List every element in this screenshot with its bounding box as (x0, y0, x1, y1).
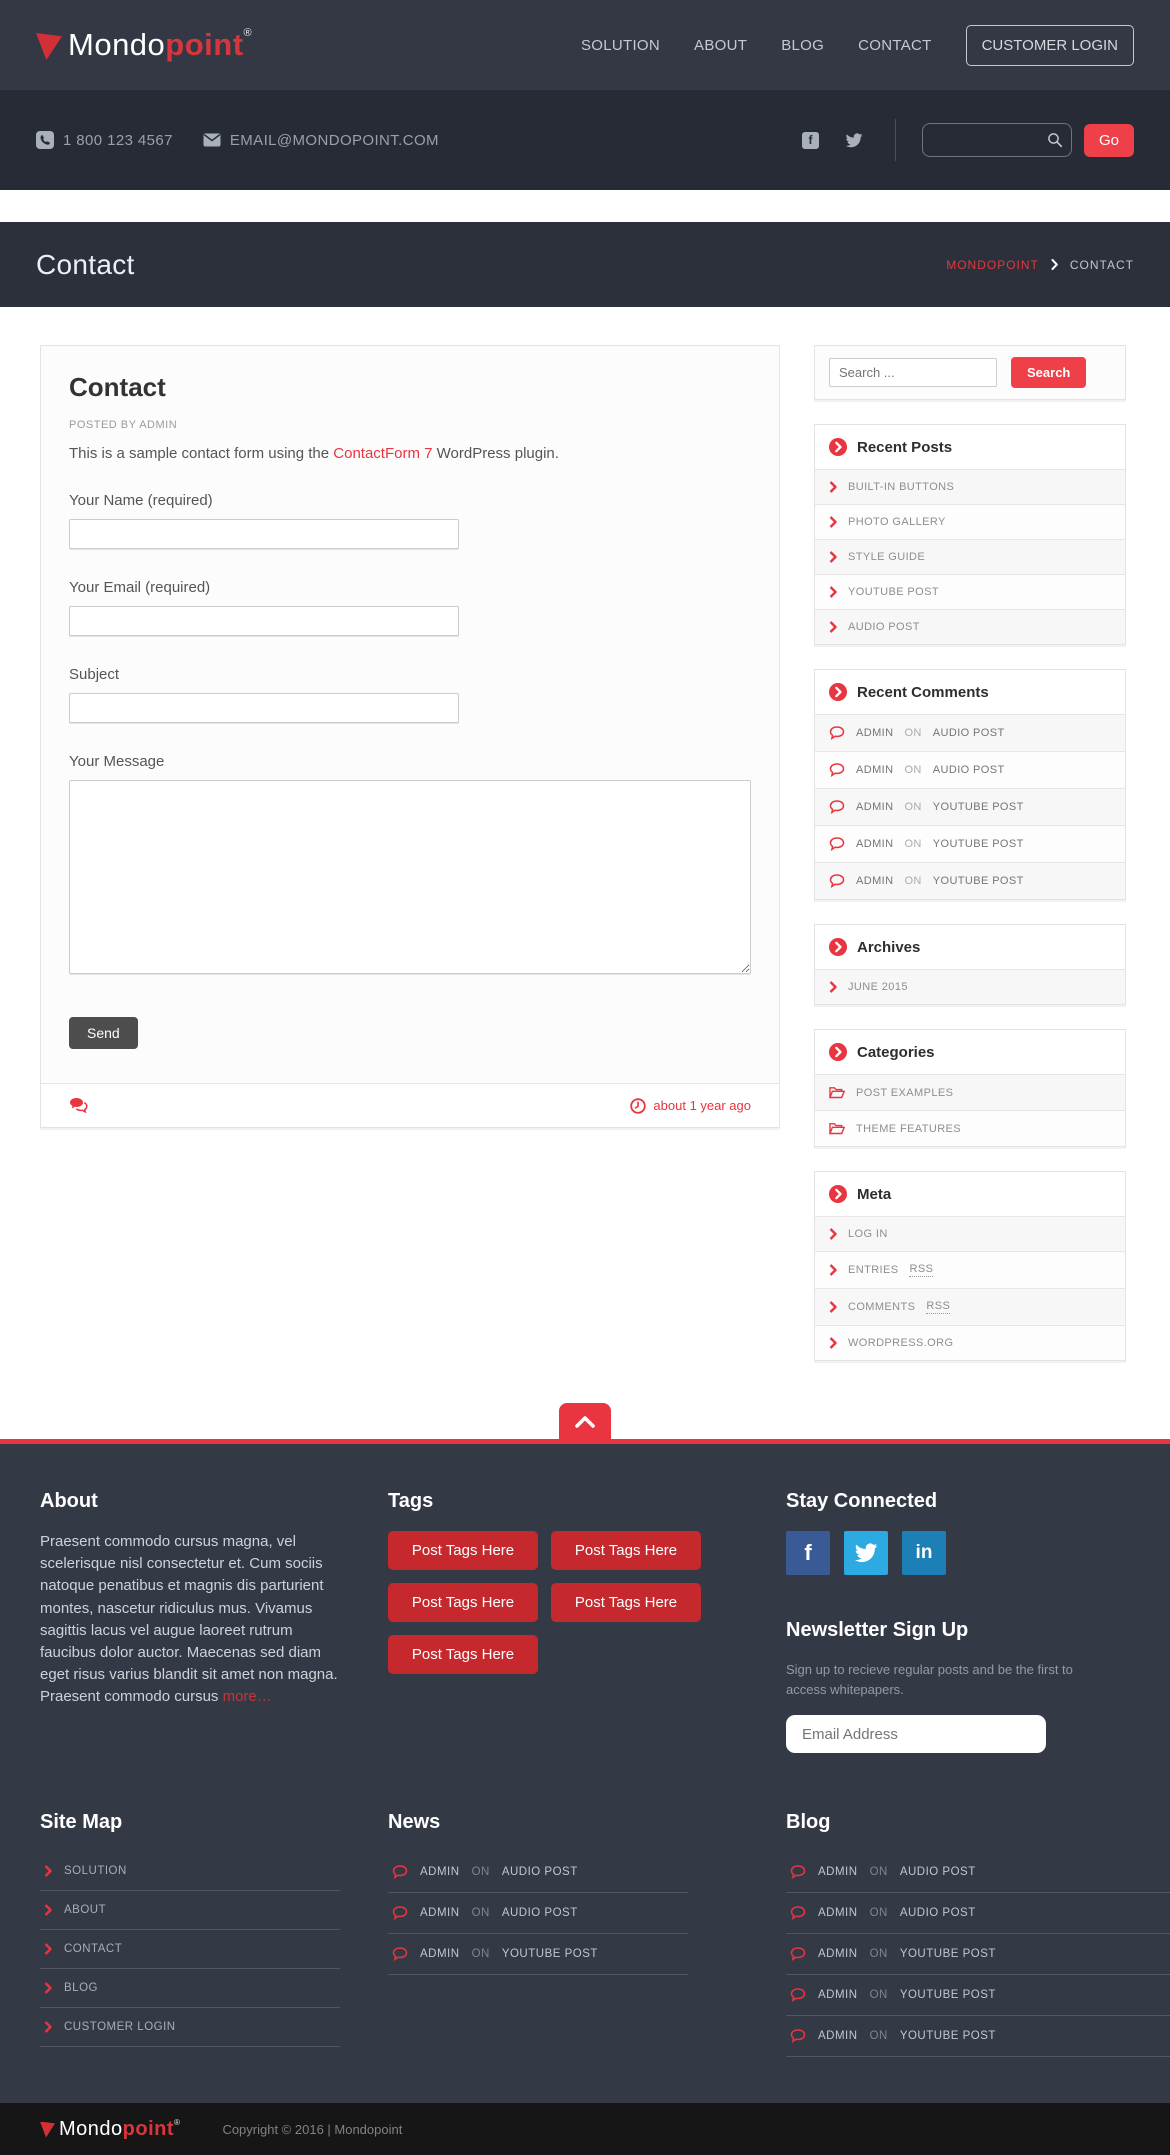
widget-chevron-circle-icon (829, 1043, 847, 1061)
footer-about-text: Praesent commodo cursus magna, vel scelerisque nisl consectetur et. Cum sociis natoque penatibus et magnis dis parturient montes, nascetur ridiculus mus. Vivamus sagittis lacus vel augue laoreet rutrum faucibus dolor auctor. Maecenas sed diam eget risus varius blandit sit amet non magna. Praesent commodo cursus more… (40, 1533, 338, 1706)
divider (895, 119, 896, 161)
widget-title: Categories (857, 1043, 935, 1061)
contactform7-link[interactable]: ContactForm 7 (333, 445, 433, 462)
subject-field[interactable] (69, 693, 459, 723)
blog-link[interactable]: ADMIN ON AUDIO POST (786, 1893, 1170, 1934)
widget-title: Recent Comments (857, 683, 989, 701)
comment-bubble-icon (392, 1906, 408, 1920)
chevron-right-icon (829, 621, 837, 633)
widget-chevron-circle-icon (829, 683, 847, 701)
spacer (0, 190, 1170, 222)
comment-bubble-icon (829, 800, 845, 814)
chevron-right-icon (44, 1943, 52, 1955)
email-icon (203, 133, 221, 147)
post-byline: POSTED BY ADMIN (69, 419, 178, 431)
page-title: Contact (36, 248, 135, 280)
registered-mark: ® (243, 27, 253, 39)
breadcrumb (946, 258, 1134, 272)
news-title: News (388, 1811, 441, 1833)
sitemap-title: Site Map (40, 1811, 123, 1833)
email-link[interactable] (203, 132, 439, 149)
nav-item-solution[interactable]: SOLUTION (580, 36, 661, 54)
newsletter-email-input[interactable] (786, 1715, 1046, 1753)
chevron-right-icon (44, 1865, 52, 1877)
facebook-icon[interactable]: f (802, 132, 819, 149)
sitemap-link[interactable]: SOLUTION (40, 1852, 340, 1891)
chevron-right-icon (829, 586, 837, 598)
meta-link[interactable]: WORDPRESS.ORG (815, 1325, 1125, 1360)
chevron-right-icon (829, 1264, 837, 1276)
nav-item-contact[interactable]: CONTACT (858, 36, 932, 54)
chevron-right-icon (44, 1982, 52, 1994)
tag-button[interactable]: Post Tags Here (551, 1531, 701, 1570)
content-area (0, 307, 1170, 1403)
chevron-up-icon (574, 1415, 596, 1428)
post-intro: This is a sample contact form using the ContactForm 7 WordPress plugin. (69, 445, 559, 462)
widget-chevron-circle-icon (829, 1185, 847, 1203)
email-label: Your Email (required) (69, 579, 211, 596)
email-field[interactable] (69, 606, 459, 636)
info-bar (0, 90, 1170, 190)
news-link[interactable]: ADMIN ON AUDIO POST (388, 1852, 688, 1893)
phone-link[interactable] (36, 131, 173, 149)
news-link[interactable]: ADMIN ON AUDIO POST (388, 1893, 688, 1934)
phone-number: 1 800 123 4567 (63, 131, 173, 149)
chevron-right-icon (44, 1904, 52, 1916)
chevron-right-icon (829, 516, 837, 528)
logo-triangle-icon (36, 33, 62, 60)
comments-icon[interactable] (69, 1097, 90, 1114)
tag-button[interactable]: Post Tags Here (388, 1635, 538, 1674)
breadcrumb-chevron-icon (1051, 259, 1058, 270)
post-title: Contact (69, 372, 166, 402)
blog-link[interactable]: ADMIN ON AUDIO POST (786, 1852, 1170, 1893)
sitemap-link[interactable]: ABOUT (40, 1891, 340, 1930)
nav-item-blog[interactable]: BLOG (781, 36, 825, 54)
post-timestamp: about 1 year ago (630, 1098, 751, 1114)
chevron-right-icon (829, 1228, 837, 1240)
logo-wordmark: Mondopoint® (59, 2117, 181, 2140)
logo[interactable] (36, 27, 252, 63)
site-footer (0, 1439, 1170, 2103)
contact-form (69, 492, 751, 1049)
sidebar (814, 345, 1126, 1361)
chevron-right-icon (44, 2021, 52, 2033)
folder-icon (829, 1122, 845, 1135)
blog-link[interactable]: ADMIN ON YOUTUBE POST (786, 2016, 1170, 2057)
footer-about (40, 1490, 340, 1753)
main-nav (581, 25, 1134, 66)
footer-sitemap (40, 1811, 340, 2057)
chevron-right-icon (829, 551, 837, 563)
footer-about-title: About (40, 1490, 98, 1512)
comment-bubble-icon (829, 726, 845, 740)
category-link[interactable]: THEME FEATURES (815, 1110, 1125, 1146)
clock-icon (630, 1098, 646, 1114)
comment-bubble-icon (829, 763, 845, 777)
comment-bubble-icon (790, 1988, 806, 2002)
meta-link[interactable]: LOG IN (815, 1216, 1125, 1251)
customer-login-button[interactable]: CUSTOMER LOGIN (966, 25, 1134, 66)
footer-news (388, 1811, 738, 2057)
comment-bubble-icon (829, 874, 845, 888)
sitemap-link[interactable]: BLOG (40, 1969, 340, 2008)
info-bar-right (802, 119, 1134, 161)
bottom-bar (0, 2103, 1170, 2155)
archives-widget (814, 924, 1126, 1005)
recent-comments-widget (814, 669, 1126, 900)
post-meta-bar (41, 1083, 779, 1127)
subject-label: Subject (69, 666, 120, 683)
footer-blog (786, 1811, 1170, 2057)
sidebar-search-button[interactable]: Search (1011, 357, 1086, 388)
tag-button[interactable]: Post Tags Here (388, 1583, 538, 1622)
breadcrumb-current: CONTACT (1069, 257, 1134, 272)
comment-bubble-icon (790, 1865, 806, 1879)
recent-post-link[interactable]: BUILT-IN BUTTONS (815, 469, 1125, 504)
chevron-right-icon (829, 481, 837, 493)
footer-logo[interactable] (40, 2118, 180, 2141)
news-link[interactable]: ADMIN ON YOUTUBE POST (388, 1934, 688, 1975)
logo-triangle-icon (40, 2122, 55, 2138)
phone-icon (36, 131, 54, 149)
recent-post-link[interactable]: AUDIO POST (815, 609, 1125, 644)
scroll-to-top-button[interactable] (559, 1403, 611, 1439)
send-button[interactable]: Send (69, 1017, 138, 1049)
chevron-right-icon (829, 1337, 837, 1349)
meta-widget (814, 1171, 1126, 1361)
meta-link[interactable]: ENTRIES RSS (815, 1251, 1125, 1288)
recent-post-link[interactable]: PHOTO GALLERY (815, 504, 1125, 539)
widget-chevron-circle-icon (829, 438, 847, 456)
search-go-button[interactable]: Go (1084, 124, 1134, 157)
widget-title: Meta (857, 1185, 892, 1203)
sidebar-search-widget (814, 345, 1126, 400)
name-label: Your Name (required) (69, 492, 213, 509)
comment-bubble-icon (392, 1865, 408, 1879)
footer-topper (0, 1403, 1170, 1439)
twitter-icon[interactable] (845, 133, 863, 148)
chevron-right-icon (829, 1301, 837, 1313)
category-link[interactable]: POST EXAMPLES (815, 1074, 1125, 1110)
footer-connect (786, 1490, 1130, 1753)
widget-chevron-circle-icon (829, 938, 847, 956)
recent-comment-link[interactable]: ADMIN ON YOUTUBE POST (815, 862, 1125, 899)
newsletter-title: Newsletter Sign Up (786, 1619, 969, 1641)
more-link[interactable]: more… (222, 1688, 272, 1706)
sidebar-search-input[interactable] (829, 358, 997, 387)
stay-connected-title: Stay Connected (786, 1490, 938, 1512)
blog-link[interactable]: ADMIN ON YOUTUBE POST (786, 1934, 1170, 1975)
categories-widget (814, 1029, 1126, 1147)
search-icon (1047, 132, 1063, 148)
facebook-icon[interactable]: f (786, 1531, 830, 1575)
recent-comment-link[interactable]: ADMIN ON YOUTUBE POST (815, 825, 1125, 862)
widget-title: Archives (857, 938, 921, 956)
comment-bubble-icon (829, 837, 845, 851)
contact-info (36, 131, 439, 149)
sitemap-link[interactable]: CONTACT (40, 1930, 340, 1969)
blog-title: Blog (786, 1811, 831, 1833)
footer-tags (388, 1490, 738, 1753)
name-field[interactable] (69, 519, 459, 549)
top-header (0, 0, 1170, 90)
recent-post-link[interactable]: YOUTUBE POST (815, 574, 1125, 609)
comment-bubble-icon (790, 2029, 806, 2043)
copyright-text: Copyright © 2016 | Mondopoint (222, 2121, 403, 2137)
newsletter-text: Sign up to recieve regular posts and be the first to access whitepapers. (786, 1662, 1073, 1697)
logo-wordmark: Mondopoint® (68, 27, 253, 62)
recent-comment-link[interactable]: ADMIN ON YOUTUBE POST (815, 788, 1125, 825)
contact-post-card (40, 345, 780, 1128)
recent-posts-widget (814, 424, 1126, 645)
recent-post-link[interactable]: STYLE GUIDE (815, 539, 1125, 574)
nav-item-about[interactable]: ABOUT (694, 36, 748, 54)
comment-bubble-icon (790, 1947, 806, 1961)
tag-button[interactable]: Post Tags Here (388, 1531, 538, 1570)
breadcrumb-home[interactable]: MONDOPOINT (946, 257, 1039, 272)
widget-title: Recent Posts (857, 438, 953, 456)
linkedin-icon[interactable]: in (902, 1531, 946, 1575)
chevron-right-icon (829, 981, 837, 993)
recent-comment-link[interactable]: ADMIN ON AUDIO POST (815, 751, 1125, 788)
archive-link[interactable]: JUNE 2015 (815, 969, 1125, 1004)
comment-bubble-icon (790, 1906, 806, 1920)
tag-button[interactable]: Post Tags Here (551, 1583, 701, 1622)
folder-icon (829, 1086, 845, 1099)
message-label: Your Message (69, 753, 165, 770)
sitemap-link[interactable]: CUSTOMER LOGIN (40, 2008, 340, 2047)
comment-bubble-icon (392, 1947, 408, 1961)
message-field[interactable] (69, 780, 751, 974)
footer-tags-title: Tags (388, 1490, 434, 1512)
email-address: EMAIL@MONDOPOINT.COM (229, 131, 439, 149)
meta-link[interactable]: COMMENTS RSS (815, 1288, 1125, 1325)
twitter-icon[interactable] (844, 1531, 888, 1575)
blog-link[interactable]: ADMIN ON YOUTUBE POST (786, 1975, 1170, 2016)
recent-comment-link[interactable]: ADMIN ON AUDIO POST (815, 714, 1125, 751)
page-title-bar (0, 222, 1170, 307)
